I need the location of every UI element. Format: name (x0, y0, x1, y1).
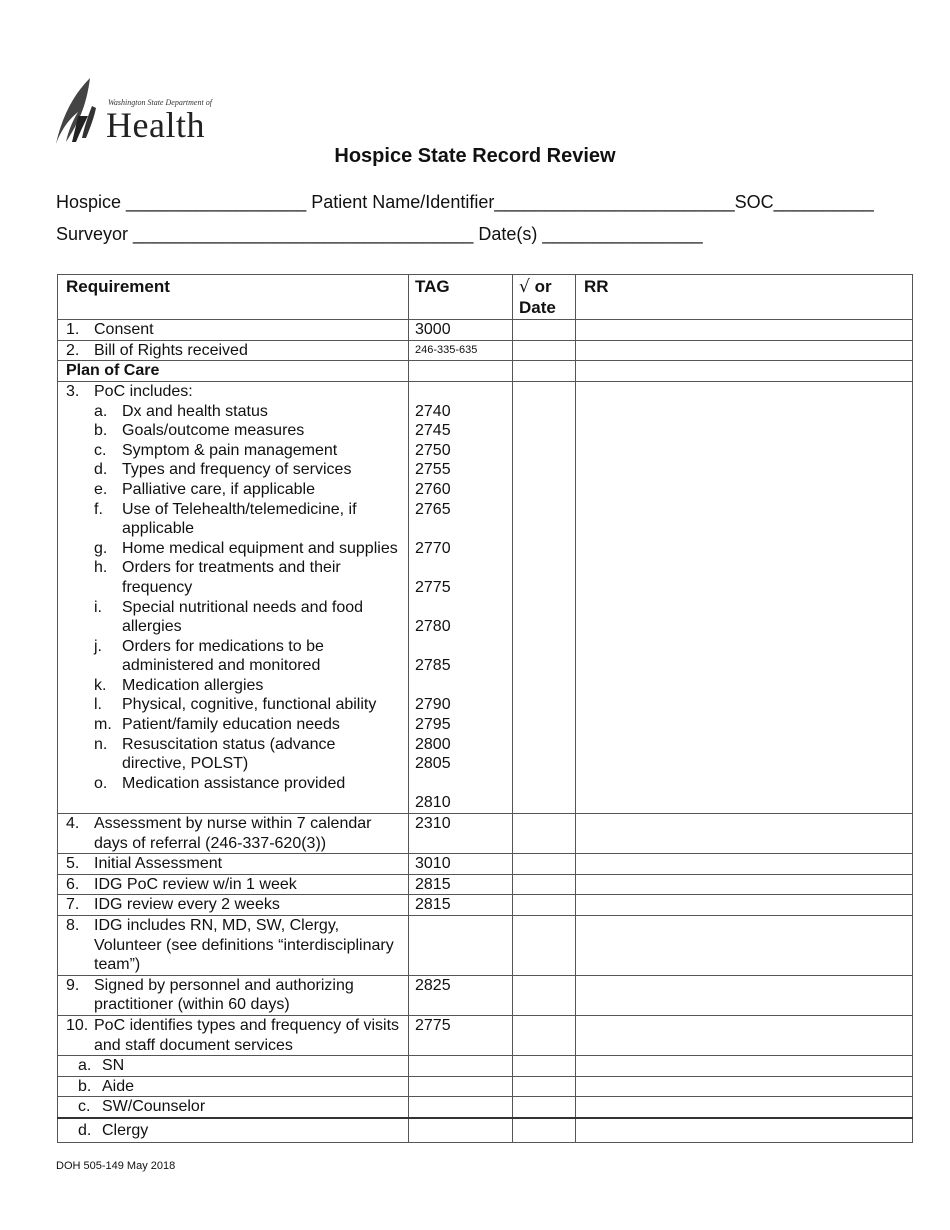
table-row (58, 1056, 913, 1077)
rr-cell[interactable] (576, 975, 913, 1015)
table-row (58, 916, 913, 976)
poc-heading (66, 382, 402, 402)
poc-item-tag: 2740 (415, 402, 451, 420)
rr-cell[interactable] (576, 381, 913, 813)
rr-cell[interactable] (576, 916, 913, 976)
requirement-text: Initial Assessment (94, 855, 223, 873)
rr-cell[interactable] (576, 874, 913, 895)
table-row (58, 975, 913, 1015)
poc-item-text: Medication allergies (122, 676, 264, 694)
poc-item-tag: 2750 (415, 441, 451, 459)
requirement-cell (58, 320, 409, 341)
poc-item-tag: 2745 (415, 422, 451, 440)
requirement-text: Clergy (102, 1121, 149, 1139)
tag-cell (409, 381, 513, 813)
requirement-cell (58, 1076, 409, 1097)
dates-label: Date(s) (478, 224, 538, 244)
table-row (58, 1097, 913, 1118)
tag-cell: 246-335-635 (409, 340, 513, 361)
hospice-label: Hospice (56, 192, 122, 212)
poc-item-letter: o. (94, 774, 108, 792)
poc-item-tag: 2775 (415, 578, 451, 596)
poc-item (66, 598, 402, 637)
table-row (58, 1076, 913, 1097)
table-row (58, 1015, 913, 1055)
rr-cell[interactable] (576, 1097, 913, 1118)
poc-item-tag: 2760 (415, 480, 451, 498)
poc-item-tag: 2800 (415, 735, 451, 753)
logo-small-text: Washington State Department of (108, 98, 212, 107)
header-requirement: Requirement (58, 275, 409, 320)
table-row (58, 381, 913, 813)
rr-cell[interactable] (576, 1015, 913, 1055)
poc-item-letter: f. (94, 500, 103, 518)
requirement-text: PoC identifies types and frequency of visits and staff document services (94, 1016, 400, 1054)
requirement-text: Assessment by nurse within 7 calendar days of referral (246-337-620(3)) (94, 815, 372, 852)
patient-field[interactable]: ________________________ (494, 192, 735, 212)
rr-cell[interactable] (576, 1076, 913, 1097)
poc-item-text: Orders for medications to be administered and monitored (122, 637, 324, 675)
poc-item-tag: 2765 (415, 500, 451, 518)
checkmark-icon: √ (519, 277, 530, 297)
patient-label: Patient Name/Identifier (311, 192, 495, 212)
table-row (58, 874, 913, 895)
poc-item (66, 676, 402, 696)
table-header-row (58, 275, 913, 320)
requirement-cell (58, 975, 409, 1015)
row-number: 1. (66, 321, 80, 339)
poc-item (66, 539, 402, 559)
rr-cell[interactable] (576, 340, 913, 361)
table-row (58, 1118, 913, 1142)
poc-item-text: Orders for treatments and their frequency (122, 559, 341, 596)
poc-item-text: Medication assistance provided (122, 774, 346, 792)
poc-item (66, 480, 402, 500)
poc-item (66, 695, 402, 715)
tag-cell (409, 916, 513, 976)
tag-cell: 3000 (409, 320, 513, 341)
form-number: DOH 505-149 May 2018 (56, 1160, 176, 1172)
tag-cell: 3010 (409, 854, 513, 875)
header-line-2 (56, 224, 703, 245)
table-row (58, 320, 913, 341)
poc-item-letter: d. (94, 461, 108, 479)
poc-item-letter: j. (94, 637, 102, 655)
poc-item-letter: g. (94, 539, 108, 557)
header-check-date (513, 275, 576, 320)
check-cell[interactable] (513, 895, 576, 916)
tag-cell: 2310 (409, 814, 513, 854)
poc-item (66, 500, 402, 539)
poc-item-letter: n. (94, 735, 108, 753)
poc-item-text: Home medical equipment and supplies (122, 539, 398, 557)
poc-item-text: Palliative care, if applicable (122, 480, 315, 498)
requirement-cell (58, 874, 409, 895)
poc-item-tag: 2755 (415, 461, 451, 479)
check-cell[interactable] (513, 320, 576, 341)
surveyor-field[interactable]: __________________________________ (128, 224, 479, 244)
section-row (58, 361, 913, 382)
check-cell[interactable] (513, 916, 576, 976)
requirement-cell (58, 916, 409, 976)
tag-cell (409, 1097, 513, 1118)
poc-item-text: Dx and health status (122, 402, 268, 420)
sub-letter: a. (78, 1057, 92, 1075)
row-number: 9. (66, 976, 80, 994)
check-cell[interactable] (513, 1097, 576, 1118)
logo-big-text: Health (106, 105, 205, 145)
surveyor-label: Surveyor (56, 224, 129, 244)
row-number: 5. (66, 855, 80, 873)
rr-cell[interactable] (576, 361, 913, 382)
row-number: 4. (66, 815, 80, 833)
requirement-text: Bill of Rights received (94, 341, 248, 359)
rr-cell[interactable] (576, 854, 913, 875)
table-row (58, 895, 913, 916)
rr-cell[interactable] (576, 814, 913, 854)
requirement-text: Signed by personnel and authorizing practitioner (within 60 days) (94, 976, 354, 1014)
dates-field[interactable]: ________________ (537, 224, 703, 244)
check-cell[interactable] (513, 381, 576, 813)
tag-cell (409, 1076, 513, 1097)
poc-item-tag: 2790 (415, 696, 451, 714)
rr-cell[interactable] (576, 1056, 913, 1077)
check-cell[interactable] (513, 1056, 576, 1077)
requirement-cell (58, 340, 409, 361)
poc-item-text: Symptom & pain management (122, 441, 338, 459)
check-cell[interactable] (513, 361, 576, 382)
header-check-date-label: Date (519, 297, 556, 317)
page-title: Hospice State Record Review (334, 145, 616, 167)
poc-item-text: Special nutritional needs and food allergies (122, 598, 364, 636)
poc-item (66, 421, 402, 441)
requirement-text: IDG includes RN, MD, SW, Clergy, Volunteer (see definitions “interdisciplinary team”) (94, 917, 394, 974)
hospice-field[interactable]: __________________ (121, 192, 312, 212)
sub-letter: d. (78, 1121, 92, 1139)
requirement-text: Consent (94, 321, 154, 339)
tag-cell (409, 361, 513, 382)
check-cell[interactable] (513, 1118, 576, 1142)
record-review-table (57, 274, 913, 1143)
sub-letter: c. (78, 1098, 91, 1116)
poc-item (66, 558, 402, 597)
poc-item (66, 735, 402, 774)
check-cell[interactable] (513, 854, 576, 875)
requirement-text: Aide (102, 1077, 135, 1095)
tag-cell: 2815 (409, 895, 513, 916)
row-number: 8. (66, 917, 80, 934)
header-line-1 (56, 192, 874, 213)
requirement-text: SW/Counselor (102, 1098, 206, 1116)
tag-cell (409, 1056, 513, 1077)
sub-letter: b. (78, 1077, 92, 1095)
requirement-cell (58, 814, 409, 854)
requirement-text: IDG review every 2 weeks (94, 896, 280, 914)
poc-item-tag: 2805 (415, 755, 451, 773)
table-row (58, 340, 913, 361)
table-row (58, 814, 913, 854)
row-number: 10. (66, 1016, 89, 1034)
rr-cell[interactable] (576, 320, 913, 341)
rr-cell[interactable] (576, 1118, 913, 1142)
requirement-text: IDG PoC review w/in 1 week (94, 875, 297, 893)
requirement-cell (58, 895, 409, 916)
poc-item-letter: e. (94, 480, 108, 498)
poc-item-tag: 2780 (415, 618, 451, 636)
requirement-text: SN (102, 1057, 125, 1075)
header-rr: RR (576, 275, 913, 320)
check-cell[interactable] (513, 814, 576, 854)
tag-cell: 2825 (409, 975, 513, 1015)
poc-item-text: Patient/family education needs (122, 716, 340, 734)
poc-item-letter: c. (94, 441, 107, 459)
poc-item-tag: 2810 (415, 794, 451, 812)
requirement-cell (58, 854, 409, 875)
row-number: 6. (66, 875, 80, 893)
poc-item-letter: i. (94, 598, 102, 616)
rr-cell[interactable] (576, 895, 913, 916)
feather-logo-icon (54, 76, 104, 148)
requirement-cell (58, 1056, 409, 1077)
row-number: 3. (66, 382, 80, 400)
section-heading: Plan of Care (58, 361, 409, 382)
poc-item-text: Physical, cognitive, functional ability (122, 696, 377, 714)
tag-cell (409, 1118, 513, 1142)
poc-item-letter: l. (94, 696, 102, 714)
check-cell[interactable] (513, 340, 576, 361)
poc-item-tag: 2770 (415, 539, 451, 557)
check-cell[interactable] (513, 874, 576, 895)
check-cell[interactable] (513, 1076, 576, 1097)
poc-item-letter: h. (94, 559, 108, 577)
poc-item-tag: 2785 (415, 657, 451, 675)
poc-item (66, 402, 402, 422)
table-row (58, 854, 913, 875)
requirement-cell (58, 381, 409, 813)
requirement-text: PoC includes: (94, 382, 193, 400)
header-check-or: or (534, 277, 552, 296)
check-cell[interactable] (513, 1015, 576, 1055)
poc-item-letter: b. (94, 422, 108, 440)
poc-item (66, 774, 402, 794)
check-cell[interactable] (513, 975, 576, 1015)
poc-item-tag: 2795 (415, 716, 451, 734)
poc-item-letter: m. (94, 716, 112, 734)
soc-label: SOC (734, 192, 774, 212)
poc-item-text: Use of Telehealth/telemedicine, if applicable (122, 500, 357, 538)
poc-item (66, 637, 402, 676)
soc-field[interactable]: __________ (773, 192, 874, 212)
header-tag: TAG (409, 275, 513, 320)
requirement-cell (58, 1118, 409, 1142)
poc-item-text: Types and frequency of services (122, 461, 352, 479)
requirement-cell (58, 1097, 409, 1118)
poc-item-text: Resuscitation status (advance directive, POLST) (122, 735, 336, 773)
poc-item (66, 441, 402, 461)
poc-item-letter: k. (94, 676, 107, 694)
doh-logo (54, 76, 214, 148)
requirement-cell (58, 1015, 409, 1055)
tag-cell: 2775 (409, 1015, 513, 1055)
poc-item-text: Goals/outcome measures (122, 422, 305, 440)
poc-item (66, 460, 402, 480)
row-number: 2. (66, 341, 80, 359)
poc-item-letter: a. (94, 402, 108, 420)
row-number: 7. (66, 896, 80, 914)
tag-cell: 2815 (409, 874, 513, 895)
poc-item (66, 715, 402, 735)
